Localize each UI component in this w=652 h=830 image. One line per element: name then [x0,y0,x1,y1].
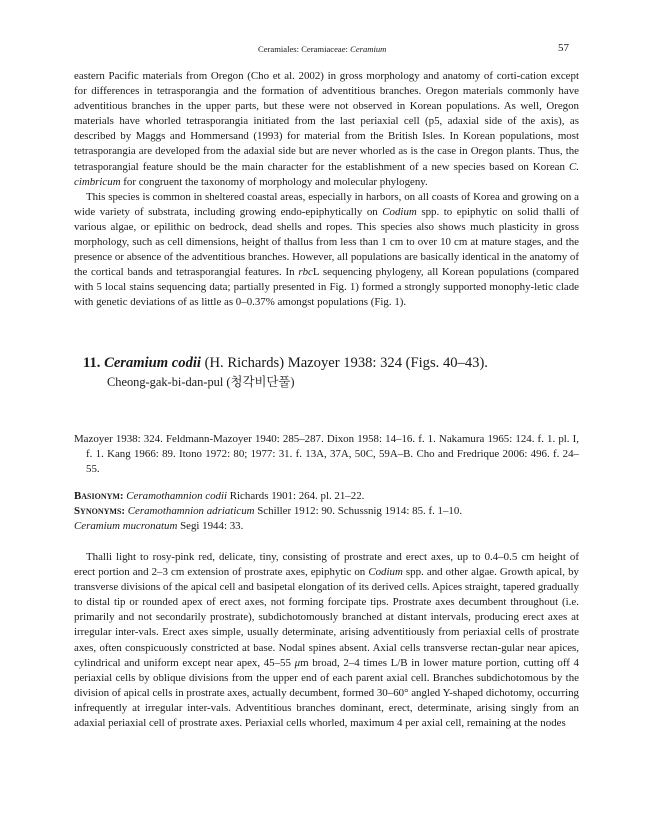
basionym-label: Basionym: [74,490,124,502]
species-authority: (H. Richards) Mazoyer 1938: 324 (Figs. 40–43). [200,355,488,371]
korean-common-name: Cheong-gak-bi-dan-pul (청각비단풀) [107,375,295,389]
species-name: Ceramium codii [104,355,201,371]
species-heading [83,354,488,372]
intro-paragraph-1: eastern Pacific materials from Oregon (Cho et al. 2002) in gross morphology and anatomy of corti-cation except for differences in tetrasporangia and the formation of adventitious branches. Oregon materials commonly have adventitious branches in the upper parts, but these were not observed in Korean populations. As well, Oregon materials have whorled tetrasporangia initiated from the last periaxial cell (p5, adaxial side of the axis), as described by Maggs and Hommersand (1993) for material from the British Isles. In Korean populations, most tetrasporangia are developed from the adaxial side but are never whorled as is the case in Oregon plants. Thus, the tetrasporangial feature should be the main character for the establishment of a new species based on Korean C. cimbricum for congruent the taxonomy of morphology and molecular phylogeny. [74,70,579,188]
basionym-line: Basionym: Ceramothamnion codii Richards 1901: 264. pl. 21–22. [74,490,365,502]
references-text: Mazoyer 1938: 324. Feldmann-Mazoyer 1940: 285–287. Dixon 1958: 14–16. f. 1. Nakamura 1965: 124. f. 1. pl. I, f. 1. Kang 1966: 89. Itono 1972: 80; 1977: 31. f. 13A, 37A, 50C, 59A–B. Cho and Fredrique 2006: 496. f. 24–55. [74,433,579,476]
running-head-genus: Ceramium [350,44,387,54]
running-head: Ceramiales: Ceramiaceae: Ceramium [258,44,387,54]
page-number: 57 [558,42,569,54]
references-section [74,432,579,477]
species-number: 11. [83,355,101,371]
intro-paragraph-2: This species is common in sheltered coastal areas, especially in harbors, on all coasts of Korea and growing on a wide variety of substrata, including growing endo-epiphytically on Codium spp. to epiphytic on solid thalli of various algae, or epilithic on bedrock, dead shells and ropes. This species also shows much plasticity in gross morphology, such as cell dimensions, height of thallus from less than 1 cm to over 10 cm at mature stages, and the presence or absence of the adventitious branches. However, all populations are basically identical in the anatomy of the cortical bands and tetrasporangial features. In rbcL sequencing phylogeny, all Korean populations (compared with 5 local stains sequencing data; partially presented in Fig. 1) formed a strongly supported monophy-letic clade with genetic deviations of as little as 0–0.37% amongst populations (Fig. 1). [74,190,580,309]
nomenclature-section [74,489,579,534]
description-paragraph: Thalli light to rosy-pink red, delicate, tiny, consisting of prostrate and erect axes, up to 0.4–0.5 cm height of erect portion and 2–3 cm extension of prostrate axes, epiphytic on Codium spp. and other algae. Growth apical, by transverse divisions of the apical cell and basipetal elongation of its derived cells. Apices straight, tapered gradually to distal tip or rounded apex of erect axes, not forming forcipate tips. Prostrate axes decumbent throughout (i.e. primarily and not secondarily prostrate), subdichotomously branched at distant intervals, producing erect axes at irregular inter-vals. Erect axes simple, usually determinate, arising adventitiously from periaxial cells of prostrate axes, often conspicuously constricted at base. Nodal spines absent. Axial cells transverse rectan-gular near apices, cylindrical and uniform except near apex, 45–55 μm broad, 2–4 times L/B in lower mature portion, cutting off 4 periaxial cells by oblique divisions from the upper end of each parent axial cell. Branches subdichotomous by the division of apical cells in prostrate axes, actually decumbent, formed 30–60° angled Y-shaped dichotomy, occurring infrequently at irregular inter-vals. Adventitious branches dominant, erect, determinate, arising singly from an adaxial periaxial cell of prostrate axes. Periaxial cells whorled, maximum 4 per axial cell, remaining at the nodes [74,551,579,730]
synonyms-line-2: Ceramium mucronatum Segi 1944: 33. [74,520,244,533]
description-section [74,550,579,731]
intro-section [74,69,579,311]
synonyms-line: Synonyms: Ceramothamnion adriaticum Schiller 1912: 90. Schussnig 1914: 85. f. 1–10. [74,505,463,518]
synonyms-label: Synonyms: [74,505,126,518]
